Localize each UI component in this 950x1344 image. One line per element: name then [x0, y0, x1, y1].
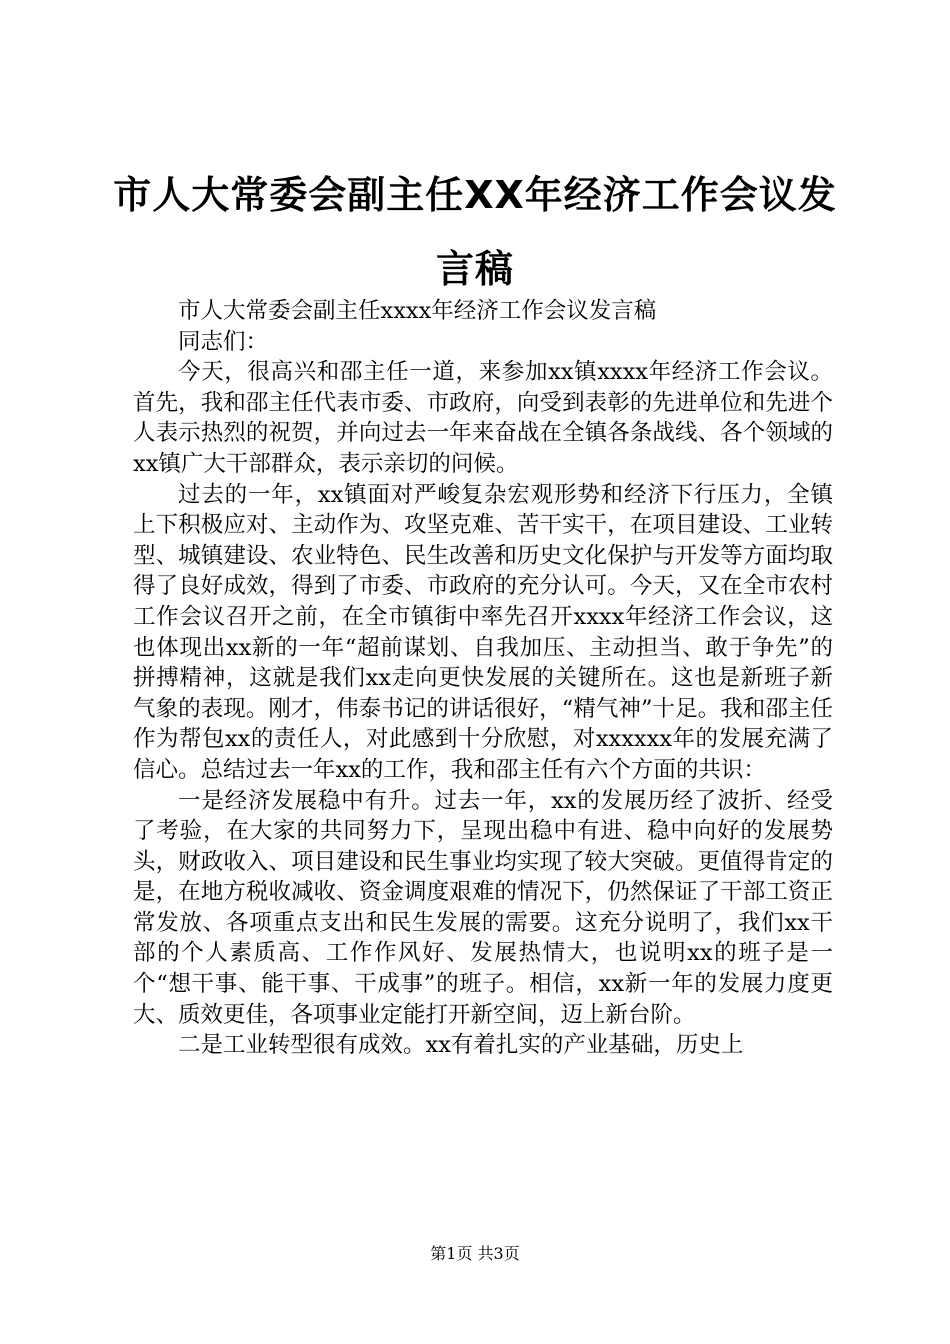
document-body	[133, 296, 833, 1061]
paragraph-point-two: 二是工业转型很有成效。xx有着扎实的产业基础，历史上	[178, 1032, 744, 1059]
page-footer: 第1页 共3页	[430, 1244, 520, 1263]
paragraph-salutation: 同志们：	[178, 328, 269, 355]
paragraph-point-one: 一是经济发展稳中有升。过去一年，xx的发展历经了波折、经受了考验，在大家的共同努力下，呈现出稳中有进、稳中向好的发展势头，财政收入、项目建设和民生事业均实现了较大突破。更值得肯定的是，在地方税收减收、资金调度艰难的情况下，仍然保证了干部工资正常发放、各项重点支出和民生发展的需要。这充分说明了，我们xx干部的个人素质高、工作作风好、发展热情大，也说明xx的班子是一个“想干事、能干事、干成事”的班子。相信，xx新一年的发展力度更大、质效更佳，各项事业定能打开新空间，迈上新台阶。	[133, 787, 833, 1028]
paragraph-heading-repeat: 市人大常委会副主任xxxx年经济工作会议发言稿	[178, 298, 657, 324]
paragraph-opening: 今天，很高兴和邵主任一道，来参加xx镇xxxx年经济工作会议。首先，我和邵主任代表市委、市政府，向受到表彰的先进单位和先进个人表示热烈的祝贺，并向过去一年来奋战在全镇各条战线、各个领域的xx镇广大干部群众，表示亲切的问候。	[133, 359, 833, 477]
paragraph-review: 过去的一年，xx镇面对严峻复杂宏观形势和经济下行压力，全镇上下积极应对、主动作为、攻坚克难、苦干实干，在项目建设、工业转型、城镇建设、农业特色、民生改善和历史文化保护与开发等方面均取得了良好成效，得到了市委、市政府的充分认可。今天，又在全市农村工作会议召开之前，在全市镇街中率先召开xxxx年经济工作会议，这也体现出xx新的一年“超前谋划、自我加压、主动担当、敢于争先”的拼搏精神，这就是我们xx走向更快发展的关键所在。这也是新班子新气象的表现。刚才，伟泰书记的讲话很好，“精气神”十足。我和邵主任作为帮包xx的责任人，对此感到十分欣慰，对xxxxxx年的发展充满了信心。总结过去一年xx的工作，我和邵主任有六个方面的共识：	[133, 481, 833, 783]
document-title: 市人大常委会副主任XX年经济工作会议发言稿	[113, 173, 837, 291]
